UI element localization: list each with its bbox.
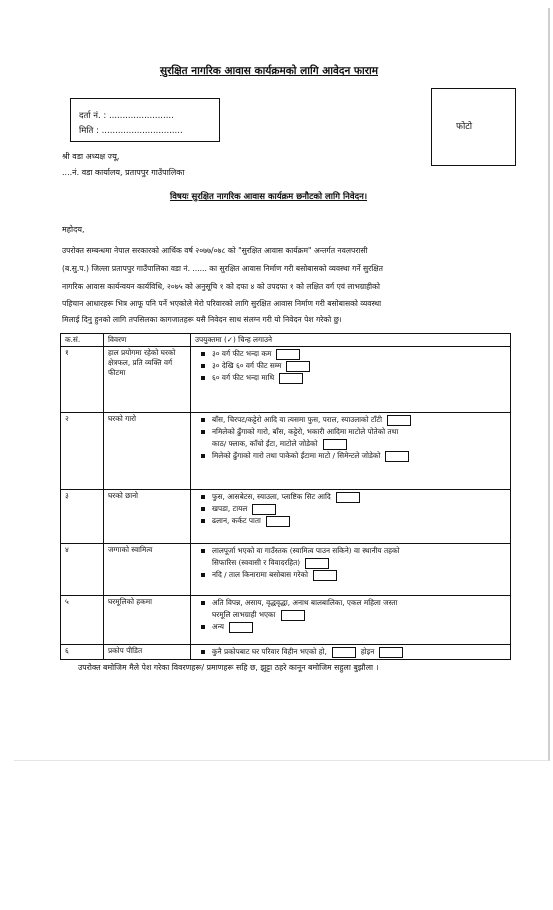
date-line <box>79 125 183 136</box>
option-item-continued <box>195 557 506 569</box>
subject-line: विषयः सुरक्षित नागरिक आवास कार्यक्रम छनौटको लागि निवेदन। <box>170 192 368 202</box>
option-item <box>195 569 506 581</box>
option-label: अन्य <box>212 622 224 631</box>
bullet-icon <box>201 625 205 629</box>
option-item <box>195 646 506 658</box>
details-table <box>60 333 511 660</box>
option-label: बाँस, चिरपट/कट्टेरो आदि वा त्यसमा फुस, पराल, स्याउलाको टाँटी <box>212 415 382 424</box>
option-item <box>195 372 506 384</box>
option-item <box>195 545 506 557</box>
option-item <box>195 503 506 515</box>
option-label: घरमूलि लाभग्राही भएका <box>212 610 276 619</box>
option-item <box>195 491 506 503</box>
option-checkbox[interactable] <box>387 415 411 426</box>
option-item <box>195 360 506 372</box>
option-checkbox-no[interactable] <box>379 647 403 658</box>
addressee-line-2: ....नं. वडा कार्यालय, प्रतापपुर गाउँपालिका <box>62 168 185 177</box>
option-label-no: होइन <box>360 647 375 656</box>
row-description: घरको छानो <box>104 490 191 544</box>
bullet-icon <box>201 573 205 577</box>
row-options <box>191 347 511 413</box>
darta-number-dots[interactable]: ........................ <box>108 111 174 121</box>
option-label: सिफारिस (स्ववासी र विवादरहित) <box>212 558 301 567</box>
option-item-continued <box>195 438 506 450</box>
option-item <box>195 515 506 527</box>
bullet-icon <box>201 549 205 553</box>
row-serial: ४ <box>61 544 104 596</box>
option-checkbox[interactable] <box>229 622 253 633</box>
option-checkbox[interactable] <box>336 492 360 503</box>
bullet-icon <box>201 519 205 523</box>
registration-box <box>70 98 220 142</box>
bullet-icon <box>201 364 205 368</box>
photo-box[interactable] <box>431 88 516 166</box>
option-label: ३० वर्ग फीट भन्दा कम <box>212 349 272 358</box>
option-checkbox[interactable] <box>252 504 276 515</box>
option-item <box>195 348 506 360</box>
table-row <box>61 645 511 660</box>
option-checkbox[interactable] <box>281 610 305 621</box>
date-dots[interactable]: .............................. <box>101 126 183 136</box>
paragraph-line: उपरोक्त सम्बन्धमा नेपाल सरकारको आर्थिक वर्ष २०७७/०७८ को "सुरक्षित आवास कार्यक्रम" अन्तर्गत नवलपरासी <box>62 246 368 255</box>
option-label: ढलान, कर्कट पाता <box>212 516 261 525</box>
option-item <box>195 450 506 462</box>
option-label: अति विपन्न, असाय, वृद्धवृद्धा, अनाथ बालबालिका, एकल महिला जस्ता <box>212 598 398 607</box>
photo-label: फोटो <box>456 122 473 132</box>
option-checkbox[interactable] <box>279 373 303 384</box>
table-row <box>61 347 511 413</box>
option-checkbox[interactable] <box>266 516 290 527</box>
row-serial: २ <box>61 413 104 490</box>
bullet-icon <box>201 650 205 654</box>
option-label: कुनै प्रकोपबाट घर परिवार विहीन भएको हो, <box>212 647 327 656</box>
paragraph-line: मिलाई दिनु हुनको लागि तपसिलका कागजातहरू यसै निवेदन साथ संलग्न गरी यो निवेदन पेश गरेको छु। <box>62 315 342 324</box>
option-checkbox[interactable] <box>385 451 409 462</box>
row-serial: ५ <box>61 596 104 645</box>
option-item-continued <box>195 609 506 621</box>
date-label: मिति : <box>79 126 99 136</box>
row-options <box>191 596 511 645</box>
option-label: फुस, आसबेटस, स्याउला, प्लाष्टिक सिट आदि <box>212 492 331 501</box>
row-serial: ३ <box>61 490 104 544</box>
option-label: ६० वर्ग फीट भन्दा माथि <box>212 373 275 382</box>
option-checkbox[interactable] <box>323 439 347 450</box>
option-label: नदि / ताल किनारामा बसोबास गरेको <box>212 570 308 579</box>
table-row <box>61 544 511 596</box>
bullet-icon <box>201 352 205 356</box>
bullet-icon <box>201 376 205 380</box>
option-item <box>195 414 506 426</box>
option-checkbox[interactable] <box>286 361 310 372</box>
row-options <box>191 645 511 660</box>
paragraph-line: नागरिक आवास कार्यन्वयन कार्यविधि, २०७५ को अनुसूचि १ को दफा ४ को उपदफा १ को लक्षित वर्ग एवं लाभग्राहीको <box>62 282 380 291</box>
row-options <box>191 490 511 544</box>
option-checkbox-yes[interactable] <box>332 647 356 658</box>
bullet-icon <box>201 495 205 499</box>
option-checkbox[interactable] <box>276 349 300 360</box>
row-options <box>191 544 511 596</box>
bullet-icon <box>201 418 205 422</box>
option-label: मिलेको ढुँगाको गारो तथा पाकेको ईंटामा माटो / सिमेन्टले जोडेको <box>212 451 381 460</box>
declaration-footer: उपरोक्त बमोजिम मैले पेश गरेका विवरणहरू/ प्रमाणहरू सहि छ, झुट्टा ठहरे कानून बमोजिम सहुला बुझौला । <box>78 663 379 672</box>
bullet-icon <box>201 601 205 605</box>
option-label: नमिलेको ढुँगाको गारो, बाँस, कट्टेरो, भकारी आदिमा माटोले पोतेको तथा <box>212 427 399 436</box>
salutation: महोदय, <box>62 225 85 234</box>
option-label: ३० देखि ६० वर्ग फीट सम्म <box>212 361 282 370</box>
option-label: खपडा, टायल <box>212 504 248 513</box>
bullet-icon <box>201 507 205 511</box>
option-item <box>195 621 506 633</box>
row-description: प्रकोप पीडित <box>104 645 191 660</box>
row-serial: ६ <box>61 645 104 660</box>
bullet-icon <box>201 454 205 458</box>
option-checkbox[interactable] <box>305 558 329 569</box>
row-description: हाल प्रयोगमा रहेको घरको क्षेत्रफल, प्रति व्यक्ति वर्ग फीटमा <box>104 347 191 413</box>
bullet-icon <box>201 430 205 434</box>
paragraph-line: (ब.सु.प.) जिल्ला प्रतापपुर गाउँपालिका वडा नं. ...... का सुरक्षित आवास निर्माण गरी बसोबासको व्यवस्था गर्ने सुरक्षित <box>62 264 383 273</box>
row-options <box>191 413 511 490</box>
table-row <box>61 490 511 544</box>
option-checkbox[interactable] <box>313 570 337 581</box>
table-row <box>61 413 511 490</box>
option-label: लालपूर्जा भएको वा गाउँस्तक (स्वामित्व पाउन सकिने) वा स्थानीय तहको <box>212 546 400 555</box>
option-item <box>195 597 506 609</box>
paragraph-line: पहिचान आधारहरू भित्र आफू पनि पर्ने भएकोले मेरो परिवारको लागि सुरक्षित आवास निर्माण गरी बसोबासको व्यवस्था <box>62 299 382 308</box>
table-row <box>61 596 511 645</box>
column-header-options: उपयुक्तमा (✓) चिन्ह लगाउने <box>191 334 511 347</box>
option-item <box>195 426 506 438</box>
table-header-row <box>61 334 511 347</box>
darta-number-line <box>79 110 174 121</box>
column-header-sn: क.सं. <box>61 334 104 347</box>
option-label: काठ/ फ्लाक, काँचो ईंटा, माटोले जोडेको <box>212 439 318 448</box>
form-title: सुरक्षित नागरिक आवास कार्यक्रमको लागि आवेदन फाराम <box>160 65 379 77</box>
row-description: घरमूलिको हकमा <box>104 596 191 645</box>
darta-number-label: दर्ता नं. : <box>79 111 107 121</box>
row-description: जग्गाको स्वामित्व <box>104 544 191 596</box>
column-header-description: विवरण <box>104 334 191 347</box>
row-serial: १ <box>61 347 104 413</box>
row-description: घरको गारो <box>104 413 191 490</box>
addressee-line-1: श्री वडा अध्यक्ष ज्यू, <box>62 152 120 161</box>
